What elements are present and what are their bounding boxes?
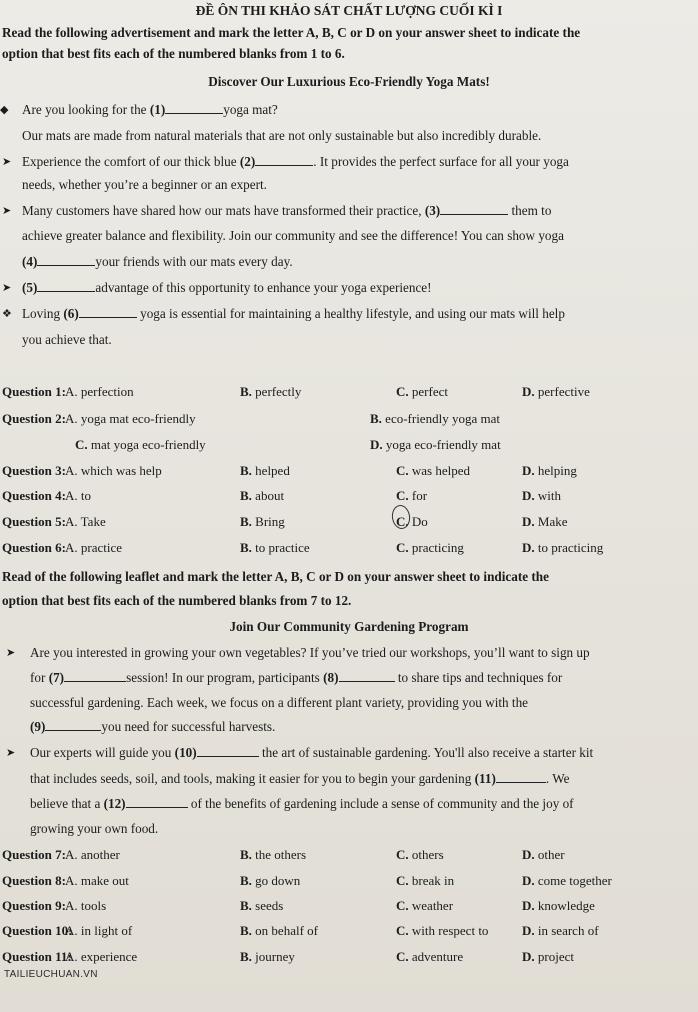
text: Are you looking for the (22, 102, 150, 117)
option-text: in search of (537, 923, 599, 938)
text: that includes seeds, soil, and tools, making it easier for you to begin your gardening (30, 771, 475, 786)
option-text: mat yoga eco-friendly (90, 437, 206, 452)
option-letter: D. (522, 488, 535, 503)
blank-9 (45, 719, 101, 731)
option-letter: C. (396, 898, 409, 913)
ad-line-7b: you achieve that. (22, 332, 112, 347)
text: them to (508, 203, 552, 218)
arrow-bullet-icon: ➤ (6, 747, 16, 759)
option-a: A. perfection (65, 384, 134, 399)
option-d (522, 540, 603, 556)
blank-number-8: (8) (323, 670, 339, 685)
option-text: Do (411, 514, 428, 529)
text: Many customers have shared how our mats have transformed their practice, (22, 203, 425, 218)
text: session! In our program, participants (126, 670, 324, 685)
section1-instruction-line2: option that best fits each of the numbered blanks from 1 to 6. (2, 46, 345, 61)
option-letter: D. (522, 898, 535, 913)
option-letter: D. (370, 437, 383, 452)
ad-line-3 (22, 154, 569, 170)
ad-line-4b: achieve greater balance and flexibility. Join our community and see the difference! You can show yoga (22, 228, 564, 243)
option-text: for (411, 488, 428, 503)
question-label: Question 10: (2, 923, 73, 938)
blank-7 (64, 670, 126, 682)
option-a: A. make out (65, 873, 129, 888)
arrow-bullet-icon: ➤ (2, 282, 12, 294)
text: the art of sustainable gardening. You'll also receive a starter kit (258, 745, 594, 760)
option-d (522, 873, 612, 889)
option-letter: C. (396, 873, 409, 888)
text: Our experts will guide you (30, 745, 175, 760)
option-c (396, 873, 454, 889)
option-text: other (537, 847, 565, 862)
option-text: to practice (255, 540, 310, 555)
option-b (240, 898, 283, 914)
option-c (396, 384, 448, 400)
option-b (240, 923, 318, 939)
option-text: knowledge (537, 898, 595, 913)
option-letter: B. (240, 514, 252, 529)
ad-line-5 (22, 254, 293, 270)
option-text: come together (537, 873, 612, 888)
text: of the benefits of gardening include a sense of community and the joy of (187, 796, 574, 811)
option-a: A. to (65, 488, 91, 503)
section2-heading: Join Our Community Gardening Program (229, 619, 469, 634)
ad-line-2: Our mats are made from natural materials that are not only sustainable but also incredibly durable. (22, 128, 542, 143)
option-b (240, 949, 295, 965)
option-c (396, 923, 488, 939)
option-text: eco-friendly yoga mat (385, 411, 500, 426)
blank-8 (339, 670, 395, 682)
page-title: ĐỀ ÔN THI KHẢO SÁT CHẤT LƯỢNG CUỐI KÌ I (195, 3, 503, 18)
option-text: the others (255, 847, 307, 862)
option-a: A. another (65, 847, 120, 862)
question-label: Question 11: (2, 949, 72, 964)
option-text: weather (411, 898, 454, 913)
question-label: Question 9: (2, 898, 66, 913)
blank-2 (255, 154, 313, 166)
option-d (522, 898, 595, 914)
leaflet-line-8: growing your own food. (30, 821, 159, 836)
option-text: with respect to (411, 923, 489, 938)
text: Experience the comfort of our thick blue (22, 154, 240, 169)
blank-11 (496, 771, 546, 783)
leaflet-line-6 (30, 771, 569, 787)
blank-1 (165, 102, 223, 114)
ad-line-7 (22, 306, 565, 322)
option-letter: D. (522, 949, 535, 964)
arrow-bullet-icon: ➤ (2, 205, 12, 217)
option-text: helping (537, 463, 577, 478)
question-label: Question 1: (2, 384, 66, 399)
option-text: yoga eco-friendly mat (385, 437, 501, 452)
option-letter: B. (240, 873, 252, 888)
question-label: Question 8: (2, 873, 66, 888)
option-letter: B. (240, 488, 252, 503)
option-b (240, 540, 310, 556)
option-text: seeds (255, 898, 284, 913)
blank-number-11: (11) (474, 771, 496, 786)
option-letter: C. (396, 488, 409, 503)
section2-instruction-line2: option that best fits each of the numbered blanks from 7 to 12. (2, 593, 352, 608)
blank-number-10: (10) (174, 745, 197, 760)
option-a: A. practice (65, 540, 123, 555)
option-a: A. in light of (65, 923, 133, 938)
blank-number-9: (9) (30, 719, 46, 734)
option-a: A. Take (65, 514, 106, 529)
leaflet-line-5 (30, 745, 593, 761)
question-label: Question 6: (2, 540, 66, 555)
option-c (396, 463, 470, 479)
ad-line-3b: needs, whether you’re a beginner or an expert. (22, 177, 267, 192)
option-d (370, 437, 501, 453)
option-letter: C. (75, 437, 88, 452)
option-text: Bring (255, 514, 285, 529)
ad-line-4 (22, 203, 551, 219)
blank-number-6: (6) (63, 306, 79, 321)
option-b (240, 488, 284, 504)
watermark: TAILIEUCHUAN.VN (4, 969, 98, 980)
section2-instruction-line1: Read of the following leaflet and mark the letter A, B, C or D on your answer sheet to indicate the (2, 569, 549, 584)
option-letter: C. (396, 923, 409, 938)
text: to share tips and techniques for (394, 670, 563, 685)
option-d (522, 923, 599, 939)
star-bullet-icon: ❖ (2, 308, 12, 320)
option-text: perfect (411, 384, 448, 399)
option-text: was helped (411, 463, 471, 478)
question-label: Question 4: (2, 488, 66, 503)
option-d (522, 384, 590, 400)
blank-number-7: (7) (48, 670, 65, 685)
option-c (396, 949, 463, 965)
arrow-bullet-icon: ➤ (6, 647, 16, 659)
question-label: Question 2: (2, 411, 66, 426)
leaflet-line-4 (30, 719, 275, 735)
option-letter: B. (240, 540, 252, 555)
option-letter: D. (522, 923, 535, 938)
blank-number-5: (5) (22, 280, 38, 295)
option-d (522, 514, 568, 530)
section1-instruction-line1: Read the following advertisement and mark the letter A, B, C or D on your answer sheet to indicate the (2, 25, 581, 40)
option-letter: B. (240, 384, 252, 399)
text: advantage of this opportunity to enhance your yoga experience! (95, 280, 432, 295)
option-c (396, 898, 453, 914)
blank-4 (37, 254, 95, 266)
text: Loving (22, 306, 64, 321)
option-letter: C. (396, 540, 409, 555)
option-letter: C. (396, 463, 409, 478)
diamond-bullet-icon: ◆ (0, 104, 9, 116)
leaflet-line-1: Are you interested in growing your own vegetables? If you’ve tried our workshops, you’ll want to sign up (30, 645, 590, 660)
option-text: break in (411, 873, 455, 888)
leaflet-line-3: successful gardening. Each week, we focus on a different plant variety, providing you with the (30, 695, 529, 710)
ad-line-6 (22, 280, 432, 296)
option-b (240, 463, 290, 479)
option-text: project (537, 949, 574, 964)
question-label: Question 3: (2, 463, 66, 478)
option-a: A. tools (65, 898, 107, 913)
option-text: journey (255, 949, 295, 964)
leaflet-line-7 (30, 796, 574, 812)
option-c (396, 540, 464, 556)
option-b (240, 873, 300, 889)
ad-line-1 (22, 102, 278, 118)
option-letter: D. (522, 873, 535, 888)
option-letter: C. (396, 847, 409, 862)
option-letter: D. (522, 540, 535, 555)
blank-6 (79, 306, 137, 318)
blank-number-12: (12) (103, 796, 126, 811)
question-label: Question 5: (2, 514, 66, 529)
option-d (522, 463, 577, 479)
blank-number-1: (1) (149, 102, 166, 117)
option-b (240, 384, 301, 400)
option-d (522, 488, 561, 504)
option-letter: C. (396, 514, 409, 529)
blank-12 (126, 796, 188, 808)
text: yoga is essential for maintaining a healthy lifestyle, and using our mats will help (136, 306, 565, 321)
option-text: others (411, 847, 444, 862)
option-b (240, 514, 285, 530)
option-c (75, 437, 206, 453)
text: . It provides the perfect surface for all your yoga (313, 154, 569, 169)
question-label: Question 7: (2, 847, 66, 862)
option-text: perfective (537, 384, 590, 399)
option-d (522, 847, 565, 863)
text: you need for successful harvests. (101, 719, 276, 734)
option-text: on behalf of (255, 923, 318, 938)
option-letter: C. (396, 384, 409, 399)
option-b (370, 411, 500, 427)
option-text: perfectly (255, 384, 302, 399)
option-a: A. which was help (65, 463, 162, 478)
option-c (396, 488, 427, 504)
option-text: adventure (411, 949, 464, 964)
option-text: about (255, 488, 285, 503)
blank-3 (440, 203, 508, 215)
option-a: A. yoga mat eco-friendly (65, 411, 196, 426)
leaflet-line-2 (30, 670, 562, 686)
blank-5 (37, 280, 95, 292)
text: your friends with our mats every day. (95, 254, 293, 269)
option-c (396, 847, 444, 863)
option-b (240, 847, 306, 863)
blank-10 (197, 745, 259, 757)
option-text: practicing (411, 540, 464, 555)
option-letter: D. (522, 847, 535, 862)
option-a: A. experience (65, 949, 138, 964)
option-text: Make (537, 514, 568, 529)
option-d (522, 949, 574, 965)
blank-number-2: (2) (239, 154, 256, 169)
option-letter: B. (240, 949, 252, 964)
option-letter: B. (240, 898, 252, 913)
option-letter: B. (370, 411, 382, 426)
text: yoga mat? (223, 102, 278, 117)
option-text: to practicing (537, 540, 604, 555)
text: for (30, 670, 49, 685)
section1-heading: Discover Our Luxurious Eco-Friendly Yoga Mats! (208, 74, 490, 89)
arrow-bullet-icon: ➤ (2, 156, 12, 168)
option-letter: D. (522, 514, 535, 529)
option-text: helped (255, 463, 290, 478)
option-letter: D. (522, 384, 535, 399)
option-letter: B. (240, 923, 252, 938)
blank-number-3: (3) (424, 203, 441, 218)
text: believe that a (30, 796, 104, 811)
blank-number-4: (4) (22, 254, 38, 269)
text: . We (545, 771, 570, 786)
option-text: with (537, 488, 562, 503)
option-letter: D. (522, 463, 535, 478)
option-letter: B. (240, 847, 252, 862)
option-letter: C. (396, 949, 409, 964)
option-text: go down (255, 873, 301, 888)
option-letter: B. (240, 463, 252, 478)
